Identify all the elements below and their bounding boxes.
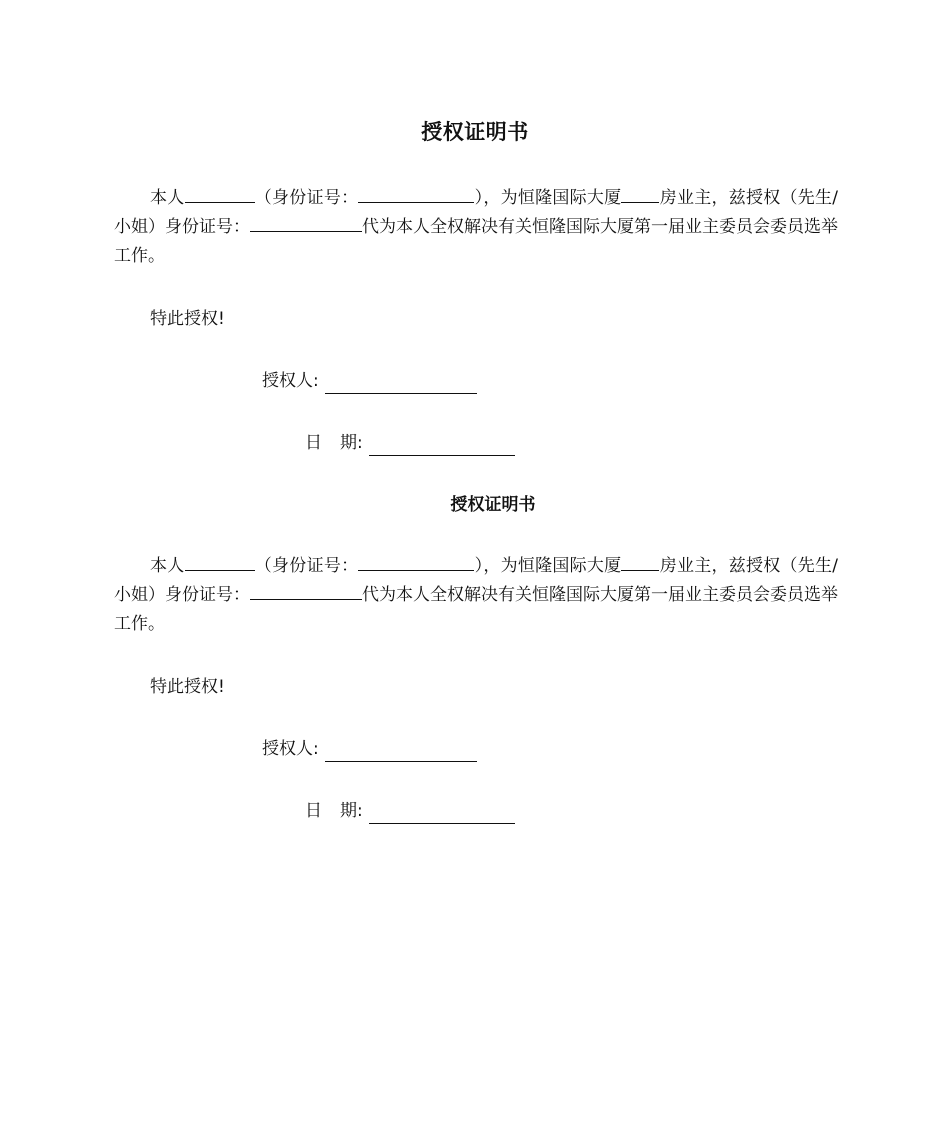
room-number-blank	[621, 184, 659, 203]
closing-text: 特此授权!	[150, 309, 225, 329]
id-number-blank	[358, 552, 474, 571]
agent-id-blank	[250, 213, 362, 232]
name-blank	[185, 552, 255, 571]
signer-blank	[325, 741, 477, 762]
authorization-paragraph	[114, 184, 838, 271]
signer-row	[262, 368, 477, 394]
paragraph-text-grant: 房业主，兹授权（先生/小姐）身份证号：	[114, 556, 839, 605]
date-row	[305, 798, 515, 824]
date-label-char-1: 日	[305, 801, 322, 821]
paragraph-text-building: ），为恒隆国际大厦	[474, 556, 622, 576]
signer-label: 授权人:	[262, 371, 319, 391]
date-blank	[369, 435, 515, 456]
paragraph-text-id-label: （身份证号：	[254, 556, 359, 576]
room-number-blank	[621, 552, 659, 571]
date-label-char-2: 期:	[340, 433, 363, 453]
name-blank	[185, 184, 255, 203]
agent-id-blank	[250, 581, 362, 600]
closing-text: 特此授权!	[150, 677, 225, 697]
paragraph-text-building: ），为恒隆国际大厦	[474, 188, 622, 208]
authorization-paragraph	[114, 552, 838, 639]
date-blank	[369, 803, 515, 824]
date-label-char-2: 期:	[340, 801, 363, 821]
signer-blank	[325, 373, 477, 394]
document-title: 授权证明书	[421, 120, 529, 144]
paragraph-text-grant: 房业主，兹授权（先生/小姐）身份证号：	[114, 188, 839, 237]
paragraph-text-self: 本人	[150, 556, 185, 576]
signer-label: 授权人:	[262, 739, 319, 759]
date-row	[305, 430, 515, 456]
signer-row	[262, 736, 477, 762]
document-title: 授权证明书	[450, 495, 536, 515]
paragraph-text-id-label: （身份证号：	[254, 188, 359, 208]
paragraph-text-purpose: 代为本人全权解决有关恒隆国际大厦第一届业主委员会委员选举工作。	[114, 217, 838, 266]
paragraph-text-self: 本人	[150, 188, 185, 208]
date-label-char-1: 日	[305, 433, 322, 453]
paragraph-text-purpose: 代为本人全权解决有关恒隆国际大厦第一届业主委员会委员选举工作。	[114, 585, 838, 634]
id-number-blank	[358, 184, 474, 203]
